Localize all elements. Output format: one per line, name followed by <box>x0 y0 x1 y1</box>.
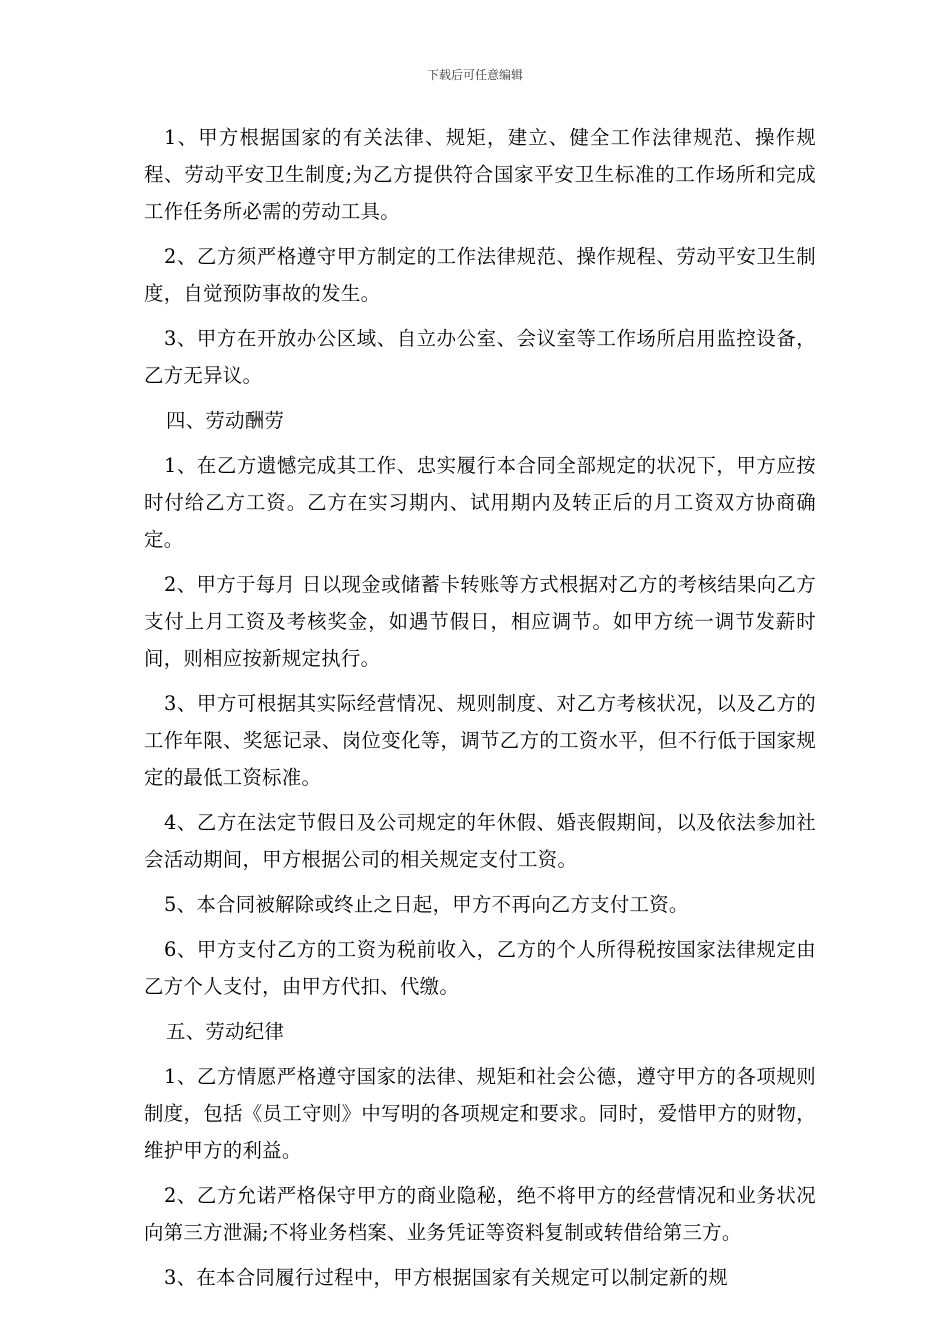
document-body <box>144 119 816 1304</box>
clause-5-1: 1、乙方情愿严格遵守国家的法律、规矩和社会公德，遵守甲方的各项规则制度，包括《员工守则》中写明的各项规定和要求。同时，爱惜甲方的财物，维护甲方的利益。 <box>144 1065 816 1162</box>
clause-3-2: 2、乙方须严格遵守甲方制定的工作法律规范、操作规程、劳动平安卫生制度，自觉预防事故的发生。 <box>144 245 816 305</box>
clause-4-5: 5、本合同被解除或终止之日起，甲方不再向乙方支付工资。 <box>164 893 689 916</box>
clause-3-1: 1、甲方根据国家的有关法律、规矩，建立、健全工作法律规范、操作规程、劳动平安卫生制度;为乙方提供符合国家平安卫生标准的工作场所和完成工作任务所必需的劳动工具。 <box>144 126 816 223</box>
section-heading-remuneration: 四、劳动酬劳 <box>166 409 285 432</box>
clause-4-1: 1、在乙方遗憾完成其工作、忠实履行本合同全部规定的状况下，甲方应按时付给乙方工资。乙方在实习期内、试用期内及转正后的月工资双方协商确定。 <box>144 454 816 551</box>
section-heading-discipline: 五、劳动纪律 <box>166 1020 285 1043</box>
clause-5-2: 2、乙方允诺严格保守甲方的商业隐秘，绝不将甲方的经营情况和业务状况向第三方泄漏;不将业务档案、业务凭证等资料复制或转借给第三方。 <box>144 1184 816 1244</box>
page-header: 下载后可任意编辑 <box>426 68 523 82</box>
clause-4-2: 2、甲方于每月 日以现金或储蓄卡转账等方式根据对乙方的考核结果向乙方支付上月工资及考核奖金，如遇节假日，相应调节。如甲方统一调节发薪时间，则相应按新规定执行。 <box>144 573 816 670</box>
clause-4-4: 4、乙方在法定节假日及公司规定的年休假、婚丧假期间，以及依法参加社会活动期间，甲方根据公司的相关规定支付工资。 <box>144 811 816 871</box>
clause-4-6: 6、甲方支付乙方的工资为税前收入，乙方的个人所得税按国家法律规定由乙方个人支付，由甲方代扣、代缴。 <box>144 938 816 998</box>
clause-3-3: 3、甲方在开放办公区域、自立办公室、会议室等工作场所启用监控设备，乙方无异议。 <box>144 327 816 387</box>
clause-4-3: 3、甲方可根据其实际经营情况、规则制度、对乙方考核状况，以及乙方的工作年限、奖惩记录、岗位变化等，调节乙方的工资水平，但不行低于国家规定的最低工资标准。 <box>144 692 816 789</box>
clause-5-3: 3、在本合同履行过程中，甲方根据国家有关规定可以制定新的规 <box>164 1266 728 1289</box>
